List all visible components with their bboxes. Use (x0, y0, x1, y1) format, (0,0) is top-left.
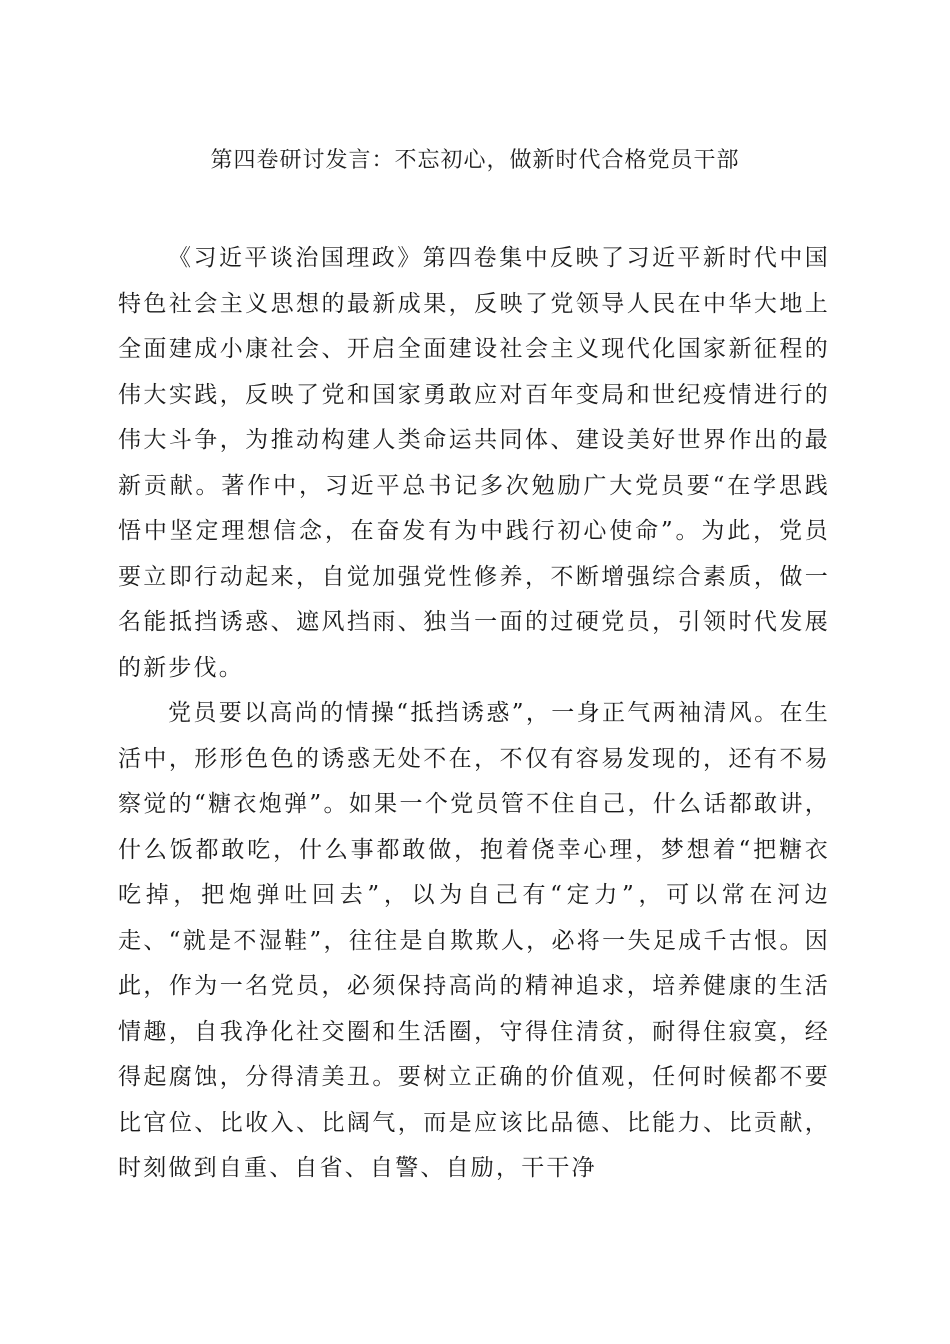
document-body (118, 236, 830, 1192)
document-title: 第四卷研讨发言：不忘初心，做新时代合格党员干部 (210, 148, 740, 173)
paragraph-resist-temptation: 党员要以高尚的情操“抵挡诱惑”，一身正气两袖清风。在生活中，形形色色的诱惑无处不在，不仅有容易发现的，还有不易察觉的“糖衣炮弹”。如果一个党员管不住自己，什么话都敢讲，什么饭都敢吃，什么事都敢做，抱着侥幸心理，梦想着“把糖衣吃掉，把炮弹吐回去”，以为自己有“定力”，可以常在河边走、“就是不湿鞋”，往往是自欺欺人，必将一失足成千古恨。因此，作为一名党员，必须保持高尚的精神追求，培养健康的生活情趣，自我净化社交圈和生活圈，守得住清贫，耐得住寂寞，经得起腐蚀，分得清美丑。要树立正确的价值观，任何时候都不要比官位、比收入、比阔气，而是应该比品德、比能力、比贡献，时刻做到自重、自省、自警、自励，干干净 (118, 700, 830, 1181)
paragraph-intro: 《习近平谈治国理政》第四卷集中反映了习近平新时代中国特色社会主义思想的最新成果，反映了党领导人民在中华大地上全面建成小康社会、开启全面建设社会主义现代化国家新征程的伟大实践，反映了党和国家勇敢应对百年变局和世纪疫情进行的伟大斗争，为推动构建人类命运共同体、建设美好世界作出的最新贡献。著作中，习近平总书记多次勉励广大党员要“在学思践悟中坚定理想信念，在奋发有为中践行初心使命”。为此，党员要立即行动起来，自觉加强党性修养，不断增强综合素质，做一名能抵挡诱惑、遮风挡雨、独当一面的过硬党员，引领时代发展的新步伐。 (118, 245, 830, 681)
